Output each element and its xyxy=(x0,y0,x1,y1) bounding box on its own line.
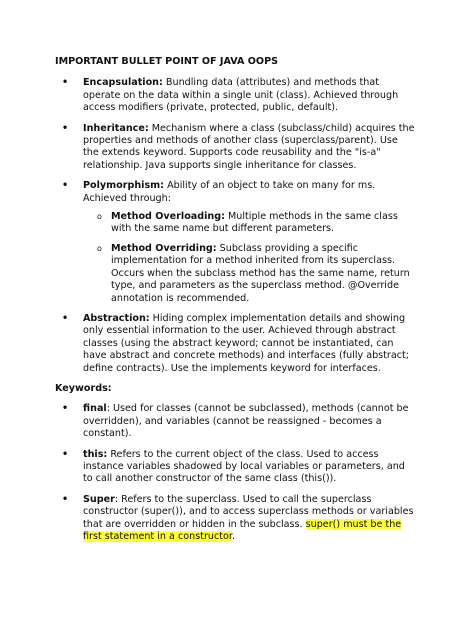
bullet-icon: • xyxy=(62,403,69,415)
concept-term: Abstraction: xyxy=(83,312,150,324)
sub-text: Multiple methods in the same class with the same name but different parameters. xyxy=(111,211,398,235)
keyword-item-super xyxy=(55,494,415,544)
concept-term: Polymorphism: xyxy=(83,180,165,192)
keyword-text-end: . xyxy=(231,531,236,542)
sub-item-method-overloading xyxy=(83,211,415,236)
keyword-item-final xyxy=(55,403,415,440)
bullet-icon: • xyxy=(62,493,69,505)
concept-item-abstraction xyxy=(55,313,415,375)
bullet-icon: • xyxy=(62,122,69,134)
concept-item-encapsulation xyxy=(55,77,415,114)
concept-item-polymorphism xyxy=(55,180,415,305)
keyword-term: this: xyxy=(83,448,108,460)
concept-text: Hiding complex implementation details and showing only essential information to the user. Achieved through abstract classes (using the abstract keyword; cannot be instantiated, can have abstract and concrete methods) and interfaces (fully abstract; define contracts). Use the implements keyword for interfaces. xyxy=(83,312,410,374)
document-page xyxy=(55,56,415,551)
keyword-text: : Used for classes (cannot be subclassed), methods (cannot be overridden), and variables (cannot be reassigned - becomes a constant). xyxy=(83,403,409,440)
sub-term: Method Overriding: xyxy=(111,242,217,254)
concept-text: Ability of an object to take on many for ms. Achieved through: xyxy=(83,180,376,204)
keyword-text: : Refers to the superclass. Used to call the superclass constructor (super()), and to access superclass methods or variables that are overridden or hidden in the subclass. xyxy=(83,493,414,530)
bullet-icon: • xyxy=(62,180,69,192)
concept-text: Bundling data (attributes) and methods that operate on the data within a single unit (class). Achieved through access modifiers (private, protected, public, default). xyxy=(83,77,399,114)
concept-term: Encapsulation: xyxy=(83,77,163,89)
sub-item-method-overriding xyxy=(83,243,415,305)
highlighted-text: super() must be the first statement in a constructor xyxy=(83,518,402,542)
bullet-icon: • xyxy=(62,448,69,460)
sub-term: Method Overloading: xyxy=(111,211,225,223)
concepts-list xyxy=(55,77,415,375)
bullet-icon: • xyxy=(62,77,69,89)
sub-text: Subclass providing a specific implementation for a method inherited from its superclass. Occurs when the subclass method has the same name, return type, and parameters as the superclass method. @Override annotation is recommended. xyxy=(111,242,410,304)
concept-term: Inheritance: xyxy=(83,122,149,134)
sub-bullet-icon: o xyxy=(97,212,102,222)
bullet-icon: • xyxy=(62,312,69,324)
keywords-heading: Keywords: xyxy=(55,382,112,394)
concept-item-inheritance xyxy=(55,123,415,173)
keywords-list xyxy=(55,403,415,543)
keyword-term: final xyxy=(83,403,107,415)
keyword-text: Refers to the current object of the class. Used to access instance variables shadowed by local variables or parameters, and to call another constructor of the same class (this()). xyxy=(83,448,405,485)
sub-bullet-icon: o xyxy=(97,243,102,253)
polymorphism-sub-list xyxy=(83,211,415,305)
keyword-item-this xyxy=(55,449,415,486)
document-title: IMPORTANT BULLET POINT OF JAVA OOPS xyxy=(55,56,279,67)
keyword-term: Super xyxy=(83,493,115,505)
concept-text: Mechanism where a class (subclass/child) acquires the properties and methods of another class (superclass/parent). Use the extends keyword. Supports code reusability and the "is-a" relationship. Java supports single inheritance for classes. xyxy=(83,122,415,171)
